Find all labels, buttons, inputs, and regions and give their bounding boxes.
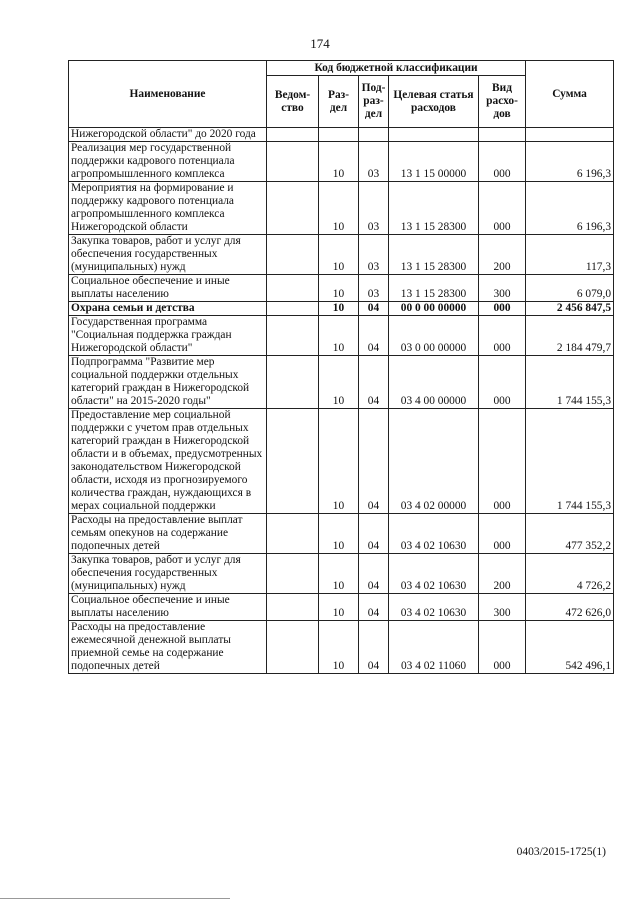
row-summa: 117,3 (526, 235, 614, 275)
row-name: Реализация мер государственной поддержки кадрового потенциала агропромышленного комплекса (69, 142, 267, 182)
row-podrazdel (359, 128, 389, 142)
row-razdel: 10 (319, 554, 359, 594)
row-summa: 2 456 847,5 (526, 302, 614, 316)
row-razdel: 10 (319, 275, 359, 302)
row-summa: 1 744 155,3 (526, 356, 614, 409)
row-vid: 300 (479, 594, 526, 621)
row-razdel: 10 (319, 356, 359, 409)
row-vid: 000 (479, 514, 526, 554)
row-name: Расходы на предоставление выплат семьям опекунов на содержание подопечных детей (69, 514, 267, 554)
table-row (69, 514, 614, 554)
row-podrazdel: 04 (359, 302, 389, 316)
row-celevaya: 03 4 02 11060 (389, 621, 479, 674)
row-vedomstvo (267, 302, 319, 316)
row-celevaya (389, 128, 479, 142)
row-razdel (319, 128, 359, 142)
row-summa: 542 496,1 (526, 621, 614, 674)
row-celevaya: 03 0 00 00000 (389, 316, 479, 356)
row-vid (479, 128, 526, 142)
row-podrazdel: 04 (359, 514, 389, 554)
row-summa: 4 726,2 (526, 554, 614, 594)
row-razdel: 10 (319, 621, 359, 674)
row-name: Подпрограмма "Развитие мер социальной поддержки отдельных категорий граждан в Нижегородской области" на 2015-2020 годы" (69, 356, 267, 409)
row-summa: 2 184 479,7 (526, 316, 614, 356)
row-podrazdel: 03 (359, 275, 389, 302)
row-vedomstvo (267, 128, 319, 142)
row-name: Государственная программа "Социальная поддержка граждан Нижегородской области" (69, 316, 267, 356)
table-row (69, 621, 614, 674)
row-celevaya: 03 4 02 10630 (389, 514, 479, 554)
row-podrazdel: 04 (359, 409, 389, 514)
header-podrazdel: Под-раз-дел (359, 76, 389, 128)
row-celevaya: 03 4 00 00000 (389, 356, 479, 409)
row-celevaya: 03 4 02 10630 (389, 594, 479, 621)
header-vid: Вид расхо-дов (479, 76, 526, 128)
row-vedomstvo (267, 235, 319, 275)
header-celevaya: Целевая статья расходов (389, 76, 479, 128)
row-razdel: 10 (319, 409, 359, 514)
row-summa: 472 626,0 (526, 594, 614, 621)
row-vid: 000 (479, 182, 526, 235)
row-podrazdel: 04 (359, 554, 389, 594)
row-podrazdel: 04 (359, 621, 389, 674)
row-vid: 200 (479, 235, 526, 275)
header-summa: Сумма (526, 61, 614, 128)
row-summa: 6 196,3 (526, 142, 614, 182)
row-razdel: 10 (319, 142, 359, 182)
document-code: 0403/2015-1725(1) (516, 846, 606, 858)
row-razdel: 10 (319, 182, 359, 235)
table-row (69, 594, 614, 621)
header-group-code: Код бюджетной классификации (267, 61, 526, 76)
table-row (69, 182, 614, 235)
row-name: Мероприятия на формирование и поддержку кадрового потенциала агропромышленного комплекса Нижегородской области (69, 182, 267, 235)
row-summa: 477 352,2 (526, 514, 614, 554)
row-summa: 1 744 155,3 (526, 409, 614, 514)
row-celevaya: 03 4 02 10630 (389, 554, 479, 594)
row-vid: 000 (479, 142, 526, 182)
table-row (69, 356, 614, 409)
row-name: Нижегородской области" до 2020 года (69, 128, 267, 142)
header-razdel: Раз-дел (319, 76, 359, 128)
row-celevaya: 13 1 15 00000 (389, 142, 479, 182)
table-row (69, 142, 614, 182)
row-summa: 6 196,3 (526, 182, 614, 235)
row-celevaya: 03 4 02 00000 (389, 409, 479, 514)
header-vedomstvo: Ведом-ство (267, 76, 319, 128)
row-celevaya: 00 0 00 00000 (389, 302, 479, 316)
row-name: Закупка товаров, работ и услуг для обеспечения государственных (муниципальных) нужд (69, 554, 267, 594)
row-razdel: 10 (319, 302, 359, 316)
row-podrazdel: 03 (359, 182, 389, 235)
row-name: Социальное обеспечение и иные выплаты населению (69, 594, 267, 621)
table-row (69, 302, 614, 316)
row-vid: 000 (479, 621, 526, 674)
row-name: Социальное обеспечение и иные выплаты населению (69, 275, 267, 302)
row-name: Охрана семьи и детства (69, 302, 267, 316)
table-row (69, 235, 614, 275)
row-vid: 200 (479, 554, 526, 594)
row-vedomstvo (267, 409, 319, 514)
row-summa (526, 128, 614, 142)
table-row (69, 275, 614, 302)
table-row (69, 409, 614, 514)
row-vedomstvo (267, 514, 319, 554)
header-name: Наименование (69, 61, 267, 128)
table-row (69, 554, 614, 594)
row-vedomstvo (267, 182, 319, 235)
row-vid: 000 (479, 356, 526, 409)
row-podrazdel: 04 (359, 356, 389, 409)
row-name: Предоставление мер социальной поддержки с учетом прав отдельных категорий граждан в Нижегородской области и в объемах, предусмотренных законодательством Нижегородской области, исходя из прогнозируемого количества граждан, нуждающихся в мерах социальной поддержки (69, 409, 267, 514)
row-name: Закупка товаров, работ и услуг для обеспечения государственных (муниципальных) нужд (69, 235, 267, 275)
row-vedomstvo (267, 316, 319, 356)
table-row (69, 128, 614, 142)
row-name: Расходы на предоставление ежемесячной денежной выплаты приемной семье на содержание подопечных детей (69, 621, 267, 674)
table-body (69, 128, 614, 674)
row-vedomstvo (267, 594, 319, 621)
row-vedomstvo (267, 142, 319, 182)
bottom-rule (0, 898, 230, 899)
budget-table (68, 60, 614, 674)
row-vedomstvo (267, 621, 319, 674)
row-vid: 000 (479, 409, 526, 514)
row-vedomstvo (267, 554, 319, 594)
row-podrazdel: 04 (359, 316, 389, 356)
row-vid: 300 (479, 275, 526, 302)
row-podrazdel: 03 (359, 235, 389, 275)
row-vedomstvo (267, 356, 319, 409)
row-podrazdel: 03 (359, 142, 389, 182)
row-vid: 000 (479, 316, 526, 356)
row-vedomstvo (267, 275, 319, 302)
row-razdel: 10 (319, 235, 359, 275)
row-celevaya: 13 1 15 28300 (389, 182, 479, 235)
row-vid: 000 (479, 302, 526, 316)
table-row (69, 316, 614, 356)
page-number: 174 (310, 36, 330, 51)
row-razdel: 10 (319, 316, 359, 356)
row-celevaya: 13 1 15 28300 (389, 275, 479, 302)
row-celevaya: 13 1 15 28300 (389, 235, 479, 275)
row-razdel: 10 (319, 594, 359, 621)
row-razdel: 10 (319, 514, 359, 554)
row-podrazdel: 04 (359, 594, 389, 621)
row-summa: 6 079,0 (526, 275, 614, 302)
